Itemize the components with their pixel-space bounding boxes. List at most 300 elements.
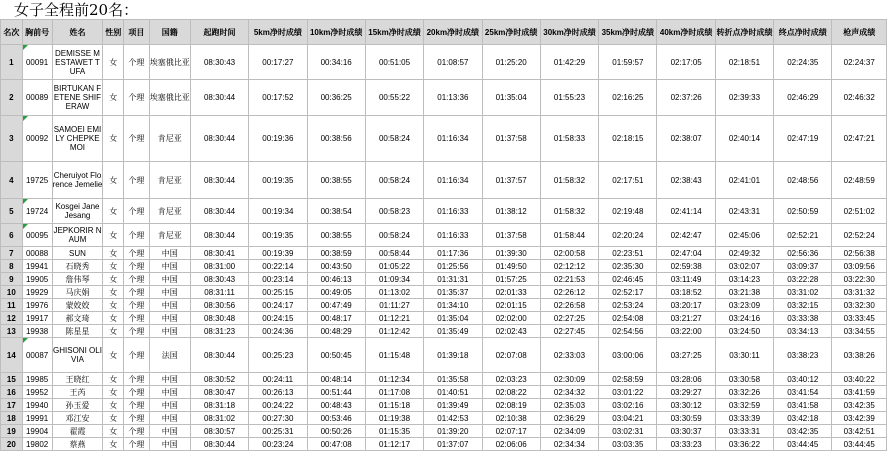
cell-rank: 15 xyxy=(1,373,23,386)
cell-split-35km: 02:35:30 xyxy=(599,260,657,273)
cell-split-15km: 00:58:24 xyxy=(365,116,423,162)
cell-rank: 5 xyxy=(1,199,23,224)
cell-gender: 女 xyxy=(103,338,124,373)
cell-rank: 20 xyxy=(1,438,23,451)
cell-net-finish: 03:41:54 xyxy=(774,386,832,399)
cell-nationality: 肯尼亚 xyxy=(149,199,190,224)
cell-split-35km: 02:23:51 xyxy=(599,247,657,260)
cell-gender: 女 xyxy=(103,386,124,399)
cell-event: 个理 xyxy=(124,412,150,425)
cell-split-25km: 01:49:50 xyxy=(482,260,540,273)
table-row xyxy=(1,299,887,312)
cell-rank: 2 xyxy=(1,80,23,116)
cell-rank: 3 xyxy=(1,116,23,162)
table-row xyxy=(1,399,887,412)
cell-split-20km: 01:16:33 xyxy=(424,199,482,224)
cell-split-40km: 02:42:47 xyxy=(657,224,715,247)
cell-gun-time: 02:47:21 xyxy=(832,116,887,162)
table-row xyxy=(1,425,887,438)
cell-rank: 14 xyxy=(1,338,23,373)
cell-name: SAMOEI EMILY CHEPKEMOI xyxy=(52,116,103,162)
cell-gun-time: 03:33:45 xyxy=(832,312,887,325)
cell-name: 邓江安 xyxy=(52,412,103,425)
cell-split-half: 02:45:06 xyxy=(715,224,773,247)
cell-nationality: 中国 xyxy=(149,373,190,386)
header-split-20km: 20km净时成绩 xyxy=(424,20,482,45)
cell-nationality: 中国 xyxy=(149,412,190,425)
cell-split-20km: 01:39:20 xyxy=(424,425,482,438)
cell-rank: 17 xyxy=(1,399,23,412)
cell-gender: 女 xyxy=(103,80,124,116)
cell-split-half: 03:24:16 xyxy=(715,312,773,325)
cell-split-5km: 00:19:34 xyxy=(249,199,307,224)
cell-split-20km: 01:39:49 xyxy=(424,399,482,412)
cell-net-finish: 03:32:15 xyxy=(774,299,832,312)
cell-split-10km: 00:34:16 xyxy=(307,45,365,80)
cell-bib: 00091 xyxy=(22,45,52,80)
cell-gender: 女 xyxy=(103,312,124,325)
cell-nationality: 肯尼亚 xyxy=(149,162,190,199)
cell-nationality: 中国 xyxy=(149,312,190,325)
cell-split-30km: 02:36:29 xyxy=(540,412,598,425)
table-row xyxy=(1,273,887,286)
header-net-finish: 终点净时成绩 xyxy=(774,20,832,45)
cell-nationality: 中国 xyxy=(149,438,190,451)
cell-split-35km: 03:00:06 xyxy=(599,338,657,373)
cell-event: 个理 xyxy=(124,312,150,325)
cell-split-30km: 01:55:23 xyxy=(540,80,598,116)
header-name: 姓名 xyxy=(52,20,103,45)
cell-name: Cheruiyot Florence Jemelie xyxy=(52,162,103,199)
cell-net-finish: 03:42:35 xyxy=(774,425,832,438)
cell-gender: 女 xyxy=(103,199,124,224)
cell-net-finish: 03:44:45 xyxy=(774,438,832,451)
cell-start-time: 08:30:48 xyxy=(190,312,248,325)
cell-split-40km: 03:30:37 xyxy=(657,425,715,438)
table-row xyxy=(1,373,887,386)
cell-name: BIRTUKAN FETENE SHIFERAW xyxy=(52,80,103,116)
cell-name: SUN xyxy=(52,247,103,260)
cell-gender: 女 xyxy=(103,399,124,412)
header-bib: 胸前号 xyxy=(22,20,52,45)
header-event: 项目 xyxy=(124,20,150,45)
cell-gender: 女 xyxy=(103,45,124,80)
cell-split-40km: 03:20:17 xyxy=(657,299,715,312)
cell-split-15km: 01:19:38 xyxy=(365,412,423,425)
cell-split-30km: 02:34:34 xyxy=(540,438,598,451)
cell-rank: 6 xyxy=(1,224,23,247)
cell-split-25km: 02:10:38 xyxy=(482,412,540,425)
cell-split-15km: 01:12:17 xyxy=(365,438,423,451)
cell-split-25km: 02:08:22 xyxy=(482,386,540,399)
cell-name: JEPKORIR NAUM xyxy=(52,224,103,247)
cell-gender: 女 xyxy=(103,425,124,438)
header-start-time: 起跑时间 xyxy=(190,20,248,45)
cell-split-5km: 00:22:14 xyxy=(249,260,307,273)
cell-name: DEMISSE MESTAWET TUFA xyxy=(52,45,103,80)
cell-split-half: 03:36:22 xyxy=(715,438,773,451)
cell-split-5km: 00:23:24 xyxy=(249,438,307,451)
cell-split-20km: 01:35:49 xyxy=(424,325,482,338)
cell-event: 个理 xyxy=(124,299,150,312)
cell-split-10km: 00:38:55 xyxy=(307,162,365,199)
cell-name: 孙玉爱 xyxy=(52,399,103,412)
results-table xyxy=(0,19,887,451)
cell-split-15km: 00:58:23 xyxy=(365,199,423,224)
cell-bib: 19940 xyxy=(22,399,52,412)
cell-bib: 19725 xyxy=(22,162,52,199)
cell-split-15km: 01:09:34 xyxy=(365,273,423,286)
cell-split-15km: 01:12:42 xyxy=(365,325,423,338)
cell-split-5km: 00:27:30 xyxy=(249,412,307,425)
cell-split-35km: 03:03:35 xyxy=(599,438,657,451)
header-nationality: 国籍 xyxy=(149,20,190,45)
cell-start-time: 08:30:52 xyxy=(190,373,248,386)
cell-bib: 19917 xyxy=(22,312,52,325)
cell-gender: 女 xyxy=(103,116,124,162)
cell-gender: 女 xyxy=(103,286,124,299)
cell-gun-time: 02:24:37 xyxy=(832,45,887,80)
cell-split-half: 03:21:38 xyxy=(715,286,773,299)
cell-split-5km: 00:25:31 xyxy=(249,425,307,438)
cell-split-5km: 00:19:35 xyxy=(249,162,307,199)
table-row xyxy=(1,438,887,451)
cell-gun-time: 03:22:30 xyxy=(832,273,887,286)
cell-split-20km: 01:35:58 xyxy=(424,373,482,386)
page-title: 女子全程前20名： xyxy=(14,1,139,19)
cell-net-finish: 02:50:59 xyxy=(774,199,832,224)
cell-nationality: 中国 xyxy=(149,260,190,273)
cell-split-half: 03:32:59 xyxy=(715,399,773,412)
cell-split-30km: 02:27:45 xyxy=(540,325,598,338)
cell-split-40km: 03:21:27 xyxy=(657,312,715,325)
cell-gun-time: 02:48:59 xyxy=(832,162,887,199)
cell-rank: 4 xyxy=(1,162,23,199)
cell-split-5km: 00:19:39 xyxy=(249,247,307,260)
cell-bib: 00092 xyxy=(22,116,52,162)
table-row xyxy=(1,224,887,247)
cell-split-20km: 01:13:36 xyxy=(424,80,482,116)
cell-split-15km: 01:12:34 xyxy=(365,373,423,386)
cell-start-time: 08:30:43 xyxy=(190,45,248,80)
cell-gun-time: 02:46:32 xyxy=(832,80,887,116)
table-row xyxy=(1,199,887,224)
cell-net-finish: 03:41:58 xyxy=(774,399,832,412)
cell-split-40km: 02:47:04 xyxy=(657,247,715,260)
cell-gun-time: 03:42:35 xyxy=(832,399,887,412)
cell-split-15km: 00:58:24 xyxy=(365,224,423,247)
cell-split-25km: 02:02:43 xyxy=(482,325,540,338)
cell-nationality: 中国 xyxy=(149,425,190,438)
cell-split-5km: 00:24:22 xyxy=(249,399,307,412)
cell-split-10km: 00:46:13 xyxy=(307,273,365,286)
cell-split-40km: 02:41:14 xyxy=(657,199,715,224)
cell-split-half: 02:40:14 xyxy=(715,116,773,162)
cell-event: 个理 xyxy=(124,247,150,260)
cell-split-30km: 01:58:33 xyxy=(540,116,598,162)
cell-split-15km: 01:15:48 xyxy=(365,338,423,373)
cell-gender: 女 xyxy=(103,224,124,247)
cell-start-time: 08:31:18 xyxy=(190,399,248,412)
cell-split-30km: 02:34:32 xyxy=(540,386,598,399)
cell-gun-time: 03:31:32 xyxy=(832,286,887,299)
cell-start-time: 08:30:56 xyxy=(190,299,248,312)
cell-split-10km: 00:38:56 xyxy=(307,116,365,162)
table-row xyxy=(1,80,887,116)
cell-name: GHISONI OLIVIA xyxy=(52,338,103,373)
cell-split-20km: 01:34:10 xyxy=(424,299,482,312)
cell-bib: 19905 xyxy=(22,273,52,286)
cell-gender: 女 xyxy=(103,373,124,386)
cell-name: Kosgei Jane Jesang xyxy=(52,199,103,224)
cell-rank: 12 xyxy=(1,312,23,325)
cell-split-5km: 00:17:52 xyxy=(249,80,307,116)
cell-start-time: 08:30:43 xyxy=(190,273,248,286)
cell-split-15km: 00:58:24 xyxy=(365,162,423,199)
cell-split-10km: 00:50:26 xyxy=(307,425,365,438)
cell-nationality: 埃塞俄比亚 xyxy=(149,80,190,116)
cell-split-40km: 02:37:26 xyxy=(657,80,715,116)
table-row xyxy=(1,312,887,325)
cell-gun-time: 02:51:02 xyxy=(832,199,887,224)
cell-split-half: 02:43:31 xyxy=(715,199,773,224)
cell-rank: 13 xyxy=(1,325,23,338)
cell-split-25km: 02:06:06 xyxy=(482,438,540,451)
cell-net-finish: 02:46:29 xyxy=(774,80,832,116)
cell-start-time: 08:30:44 xyxy=(190,438,248,451)
cell-event: 个理 xyxy=(124,325,150,338)
cell-split-20km: 01:42:53 xyxy=(424,412,482,425)
cell-name: 蔡燕 xyxy=(52,438,103,451)
cell-split-20km: 01:39:18 xyxy=(424,338,482,373)
cell-start-time: 08:30:44 xyxy=(190,199,248,224)
cell-net-finish: 02:47:19 xyxy=(774,116,832,162)
cell-split-5km: 00:24:15 xyxy=(249,312,307,325)
cell-event: 个理 xyxy=(124,373,150,386)
cell-split-30km: 02:33:03 xyxy=(540,338,598,373)
cell-nationality: 中国 xyxy=(149,299,190,312)
cell-event: 个理 xyxy=(124,438,150,451)
cell-net-finish: 03:22:28 xyxy=(774,273,832,286)
cell-split-5km: 00:24:17 xyxy=(249,299,307,312)
cell-split-15km: 01:15:35 xyxy=(365,425,423,438)
cell-bib: 19802 xyxy=(22,438,52,451)
cell-split-15km: 01:15:18 xyxy=(365,399,423,412)
cell-split-half: 03:33:39 xyxy=(715,412,773,425)
cell-split-30km: 02:26:12 xyxy=(540,286,598,299)
cell-start-time: 08:30:44 xyxy=(190,338,248,373)
cell-start-time: 08:31:23 xyxy=(190,325,248,338)
cell-split-25km: 02:07:08 xyxy=(482,338,540,373)
cell-split-35km: 02:58:59 xyxy=(599,373,657,386)
cell-split-30km: 02:12:12 xyxy=(540,260,598,273)
cell-split-40km: 03:27:25 xyxy=(657,338,715,373)
cell-bib: 19929 xyxy=(22,286,52,299)
cell-bib: 19991 xyxy=(22,412,52,425)
cell-event: 个理 xyxy=(124,286,150,299)
cell-split-35km: 02:54:56 xyxy=(599,325,657,338)
cell-start-time: 08:31:02 xyxy=(190,412,248,425)
cell-start-time: 08:31:00 xyxy=(190,260,248,273)
cell-event: 个理 xyxy=(124,162,150,199)
cell-split-20km: 01:17:36 xyxy=(424,247,482,260)
cell-split-35km: 02:52:17 xyxy=(599,286,657,299)
cell-split-40km: 03:30:12 xyxy=(657,399,715,412)
cell-split-5km: 00:19:35 xyxy=(249,224,307,247)
cell-split-30km: 01:58:32 xyxy=(540,199,598,224)
cell-gun-time: 03:34:55 xyxy=(832,325,887,338)
cell-start-time: 08:31:11 xyxy=(190,286,248,299)
cell-event: 个理 xyxy=(124,386,150,399)
cell-net-finish: 02:52:21 xyxy=(774,224,832,247)
cell-split-5km: 00:19:36 xyxy=(249,116,307,162)
cell-split-half: 03:30:58 xyxy=(715,373,773,386)
cell-net-finish: 02:24:35 xyxy=(774,45,832,80)
cell-net-finish: 02:56:36 xyxy=(774,247,832,260)
cell-gun-time: 03:42:51 xyxy=(832,425,887,438)
cell-gun-time: 03:44:45 xyxy=(832,438,887,451)
cell-split-10km: 00:48:29 xyxy=(307,325,365,338)
cell-event: 个理 xyxy=(124,425,150,438)
cell-split-10km: 00:48:43 xyxy=(307,399,365,412)
cell-split-35km: 03:02:16 xyxy=(599,399,657,412)
cell-start-time: 08:30:44 xyxy=(190,80,248,116)
cell-event: 个理 xyxy=(124,338,150,373)
cell-gun-time: 03:09:56 xyxy=(832,260,887,273)
cell-split-half: 02:18:51 xyxy=(715,45,773,80)
cell-split-40km: 03:33:23 xyxy=(657,438,715,451)
cell-gender: 女 xyxy=(103,162,124,199)
cell-start-time: 08:30:47 xyxy=(190,386,248,399)
header-split-10km: 10km净时成绩 xyxy=(307,20,365,45)
cell-split-25km: 02:08:19 xyxy=(482,399,540,412)
cell-split-35km: 02:17:51 xyxy=(599,162,657,199)
header-split-15km: 15km净时成绩 xyxy=(365,20,423,45)
table-row xyxy=(1,116,887,162)
cell-net-finish: 03:33:38 xyxy=(774,312,832,325)
cell-nationality: 法国 xyxy=(149,338,190,373)
cell-split-15km: 00:55:22 xyxy=(365,80,423,116)
cell-event: 个理 xyxy=(124,260,150,273)
cell-rank: 7 xyxy=(1,247,23,260)
cell-split-5km: 00:17:27 xyxy=(249,45,307,80)
cell-split-25km: 02:07:17 xyxy=(482,425,540,438)
cell-split-30km: 01:58:32 xyxy=(540,162,598,199)
cell-net-finish: 03:31:02 xyxy=(774,286,832,299)
cell-nationality: 中国 xyxy=(149,273,190,286)
cell-split-20km: 01:37:07 xyxy=(424,438,482,451)
cell-net-finish: 03:42:18 xyxy=(774,412,832,425)
cell-bib: 19941 xyxy=(22,260,52,273)
header-split-35km: 35km净时成绩 xyxy=(599,20,657,45)
cell-split-25km: 01:38:12 xyxy=(482,199,540,224)
cell-split-20km: 01:35:04 xyxy=(424,312,482,325)
cell-gender: 女 xyxy=(103,299,124,312)
table-row xyxy=(1,286,887,299)
cell-split-half: 03:33:31 xyxy=(715,425,773,438)
cell-split-10km: 00:47:08 xyxy=(307,438,365,451)
header-gender: 性别 xyxy=(103,20,124,45)
table-row xyxy=(1,325,887,338)
table-row xyxy=(1,386,887,399)
cell-start-time: 08:30:44 xyxy=(190,116,248,162)
cell-split-10km: 00:38:59 xyxy=(307,247,365,260)
cell-split-40km: 03:11:49 xyxy=(657,273,715,286)
cell-split-5km: 00:23:14 xyxy=(249,273,307,286)
cell-gender: 女 xyxy=(103,260,124,273)
cell-gun-time: 03:40:22 xyxy=(832,373,887,386)
cell-bib: 19724 xyxy=(22,199,52,224)
cell-gender: 女 xyxy=(103,438,124,451)
cell-net-finish: 02:48:56 xyxy=(774,162,832,199)
cell-split-35km: 02:19:48 xyxy=(599,199,657,224)
cell-gun-time: 03:32:30 xyxy=(832,299,887,312)
cell-split-30km: 02:35:03 xyxy=(540,399,598,412)
cell-name: 王晓红 xyxy=(52,373,103,386)
cell-gender: 女 xyxy=(103,412,124,425)
cell-split-40km: 03:18:52 xyxy=(657,286,715,299)
cell-gun-time: 02:56:38 xyxy=(832,247,887,260)
cell-event: 个理 xyxy=(124,399,150,412)
cell-bib: 19904 xyxy=(22,425,52,438)
cell-split-30km: 02:26:58 xyxy=(540,299,598,312)
cell-net-finish: 03:09:37 xyxy=(774,260,832,273)
cell-split-10km: 00:49:05 xyxy=(307,286,365,299)
cell-split-half: 03:32:26 xyxy=(715,386,773,399)
cell-gun-time: 02:52:24 xyxy=(832,224,887,247)
cell-split-10km: 00:53:46 xyxy=(307,412,365,425)
cell-split-15km: 00:58:44 xyxy=(365,247,423,260)
table-row xyxy=(1,162,887,199)
cell-bib: 00087 xyxy=(22,338,52,373)
cell-gun-time: 03:38:26 xyxy=(832,338,887,373)
cell-split-half: 02:49:32 xyxy=(715,247,773,260)
cell-start-time: 08:30:44 xyxy=(190,224,248,247)
cell-split-25km: 01:39:30 xyxy=(482,247,540,260)
cell-split-half: 03:24:50 xyxy=(715,325,773,338)
cell-split-half: 03:02:07 xyxy=(715,260,773,273)
cell-split-30km: 01:42:29 xyxy=(540,45,598,80)
cell-split-35km: 01:59:57 xyxy=(599,45,657,80)
cell-split-30km: 02:34:09 xyxy=(540,425,598,438)
table-body xyxy=(1,45,887,451)
cell-rank: 9 xyxy=(1,273,23,286)
cell-event: 个理 xyxy=(124,273,150,286)
cell-gun-time: 03:42:39 xyxy=(832,412,887,425)
cell-nationality: 中国 xyxy=(149,325,190,338)
cell-name: 蒙姣姣 xyxy=(52,299,103,312)
cell-split-15km: 01:12:21 xyxy=(365,312,423,325)
cell-nationality: 中国 xyxy=(149,286,190,299)
cell-gender: 女 xyxy=(103,273,124,286)
cell-split-25km: 02:01:15 xyxy=(482,299,540,312)
cell-split-10km: 00:43:50 xyxy=(307,260,365,273)
header-rank: 名次 xyxy=(1,20,23,45)
cell-split-40km: 02:17:05 xyxy=(657,45,715,80)
cell-split-40km: 02:59:38 xyxy=(657,260,715,273)
cell-gender: 女 xyxy=(103,325,124,338)
cell-split-10km: 00:38:55 xyxy=(307,224,365,247)
cell-split-15km: 01:11:27 xyxy=(365,299,423,312)
cell-split-20km: 01:25:56 xyxy=(424,260,482,273)
cell-split-35km: 03:04:21 xyxy=(599,412,657,425)
cell-split-15km: 01:17:08 xyxy=(365,386,423,399)
cell-split-20km: 01:40:51 xyxy=(424,386,482,399)
cell-bib: 19985 xyxy=(22,373,52,386)
cell-split-20km: 01:35:37 xyxy=(424,286,482,299)
cell-split-15km: 01:05:22 xyxy=(365,260,423,273)
cell-split-40km: 03:22:00 xyxy=(657,325,715,338)
